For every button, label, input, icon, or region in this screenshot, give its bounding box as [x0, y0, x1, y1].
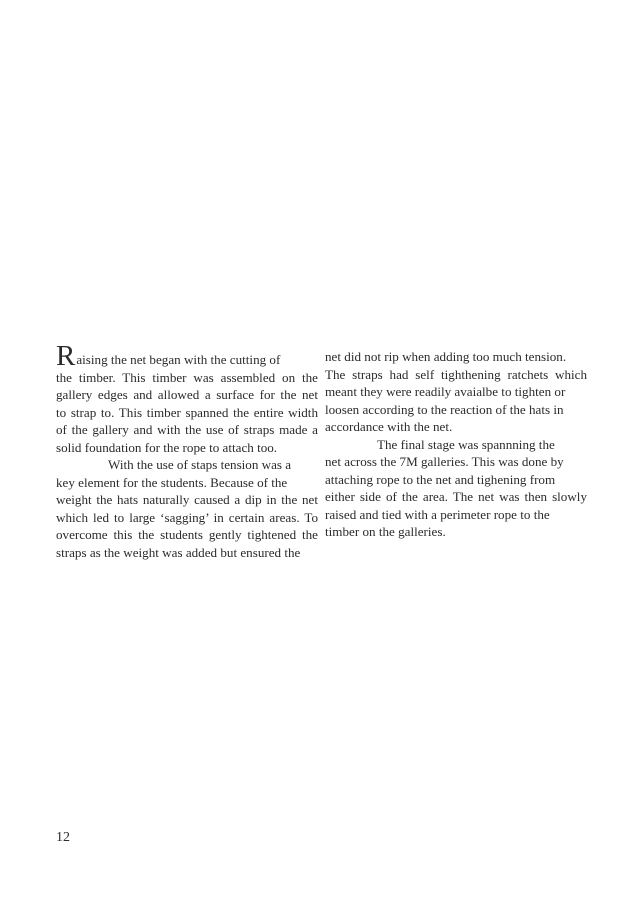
text-line: key element for the students. Because of the [56, 474, 288, 490]
text-line: The straps had self tighthening ratchets which [325, 366, 587, 382]
text-line: aising the net began with the cutting of [76, 352, 281, 367]
text-line: of the gallery and with the use of straps made a [56, 422, 318, 437]
text-line: weight the hats naturally caused a dip in the net [56, 492, 318, 507]
text-line: to strap to. This timber spanned the entire width [56, 404, 318, 420]
paragraph-first-line [56, 340, 318, 372]
drop-cap: R [56, 340, 76, 372]
text-line: net did not rip when adding too much tension. [325, 349, 567, 364]
text-line: straps as the weight was added but ensured the [56, 544, 301, 560]
text-line: which led to large ‘sagging’ in certain areas. To [56, 509, 318, 525]
text-line: raised and tied with a perimeter rope to the [325, 506, 550, 522]
page-number: 12 [56, 830, 70, 845]
text-line: meant they were readily avaialbe to tighten or [325, 384, 566, 399]
text-line: net across the 7M galleries. This was done by [325, 454, 564, 469]
left-text-column [56, 340, 318, 561]
text-line: accordance with the net. [325, 419, 453, 434]
text-line: overcome this the students gently tightened the [56, 527, 318, 542]
text-line: timber on the galleries. [325, 524, 446, 539]
text-line: gallery edges and allowed a surface for the net [56, 387, 318, 402]
right-text-column [325, 348, 587, 541]
text-line: attaching rope to the net and tighening from [325, 471, 556, 487]
text-line: the timber. This timber was assembled on the [56, 369, 318, 385]
text-line: loosen according to the reaction of the hats in [325, 401, 564, 417]
text-line: With the use of staps tension was a [108, 457, 292, 472]
text-line: The final stage was spannning the [377, 436, 555, 452]
text-line: solid foundation for the rope to attach too. [56, 439, 278, 455]
text-line: either side of the area. The net was then slowly [325, 489, 587, 504]
